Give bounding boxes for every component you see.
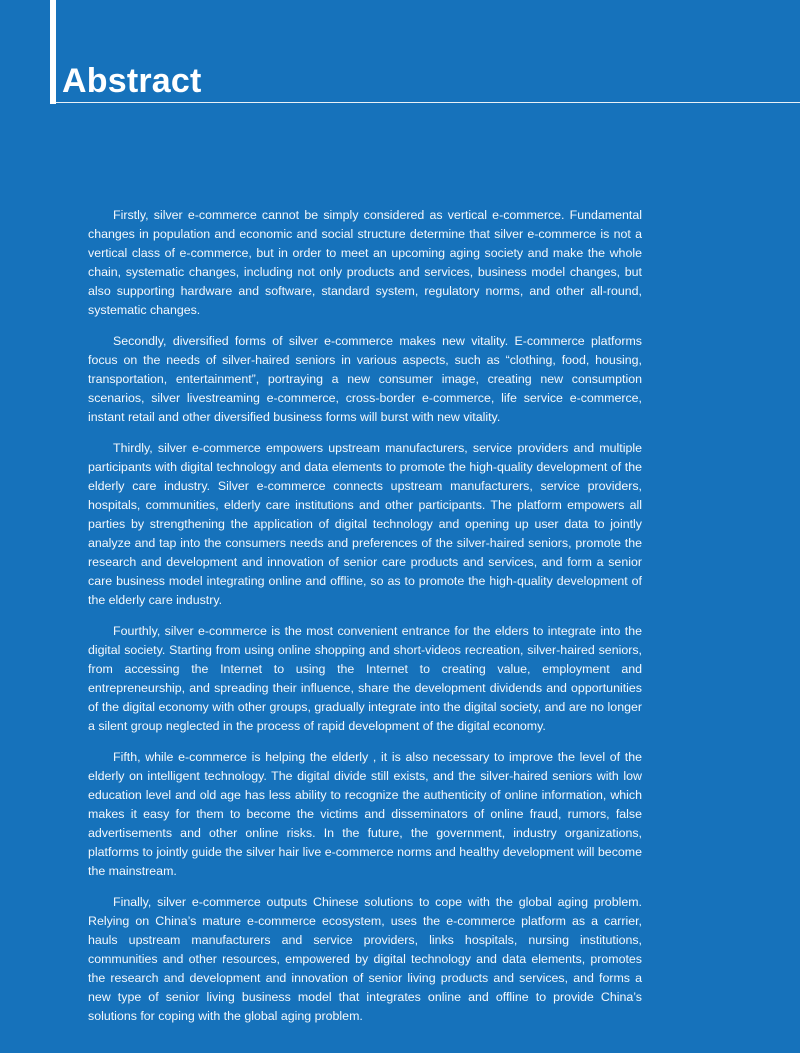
paragraph-finally: Finally, silver e-commerce outputs Chinese solutions to cope with the global aging problem. Relying on China’s mature e-commerce ecosystem, uses the e-commerce platform as a carrier, hauls upstream manufacturers and service providers, links hospitals, nursing institutions, communities and other resources, empowered by digital technology and data elements, promotes the research and development and innovation of senior living products and services, and forms a new type of senior living business model that integrates online and offline to provide China’s solutions for coping with the global aging problem.: [88, 895, 642, 1023]
page-title: Abstract: [62, 62, 202, 100]
title-underline-rule: [56, 102, 800, 103]
paragraph-thirdly: Thirdly, silver e-commerce empowers upstream manufacturers, service providers and multiple participants with digital technology and data elements to promote the high-quality development of the elderly care industry. Silver e-commerce connects upstream manufacturers, service providers, hospitals, communities, elderly care institutions and other participants. The platform empowers all parties by strengthening the application of digital technology and opening up user data to jointly analyze and tap into the consumers needs and preferences of the silver-haired seniors, promote the research and development and innovation of senior care products and services, and form a senior care business model integrating online and offline, so as to promote the high-quality development of the elderly care industry.: [88, 441, 642, 607]
paragraph-firstly: Firstly, silver e-commerce cannot be simply considered as vertical e-commerce. Fundamental changes in population and economic and social structure determine that silver e-commerce is not a vertical class of e-commerce, but in order to meet an upcoming aging society and make the whole chain, systematic changes, including not only products and services, business model changes, but also supporting hardware and software, standard system, regulatory norms, and other all-round, systematic changes.: [88, 208, 642, 317]
abstract-body: [88, 206, 642, 1038]
paragraph-secondly: Secondly, diversified forms of silver e-commerce makes new vitality. E-commerce platforms focus on the needs of silver-haired seniors in various aspects, such as “clothing, food, housing, transportation, entertainment”, portraying a new consumer image, creating new consumption scenarios, silver livestreaming e-commerce, cross-border e-commerce, life service e-commerce, instant retail and other diversified business forms will burst with new vitality.: [88, 334, 642, 424]
paragraph-fifth: Fifth, while e-commerce is helping the elderly , it is also necessary to improve the level of the elderly on intelligent technology. The digital divide still exists, and the silver-haired seniors with low education level and old age has less ability to recognize the authenticity of online information, which makes it easy for them to become the victims and disseminators of online fraud, rumors, false advertisements and other online risks. In the future, the government, industry organizations, platforms to jointly guide the silver hair live e-commerce norms and healthy development will become the mainstream.: [88, 750, 642, 878]
title-accent-bar: [50, 0, 56, 104]
paragraph-fourthly: Fourthly, silver e-commerce is the most convenient entrance for the elders to integrate into the digital society. Starting from using online shopping and short-videos recreation, silver-haired seniors, from accessing the Internet to using the Internet to creating value, employment and entrepreneurship, and spreading their influence, share the development dividends and opportunities of the digital economy with other groups, gradually integrate into the digital society, and are no longer a silent group neglected in the process of rapid development of the digital economy.: [88, 624, 642, 733]
